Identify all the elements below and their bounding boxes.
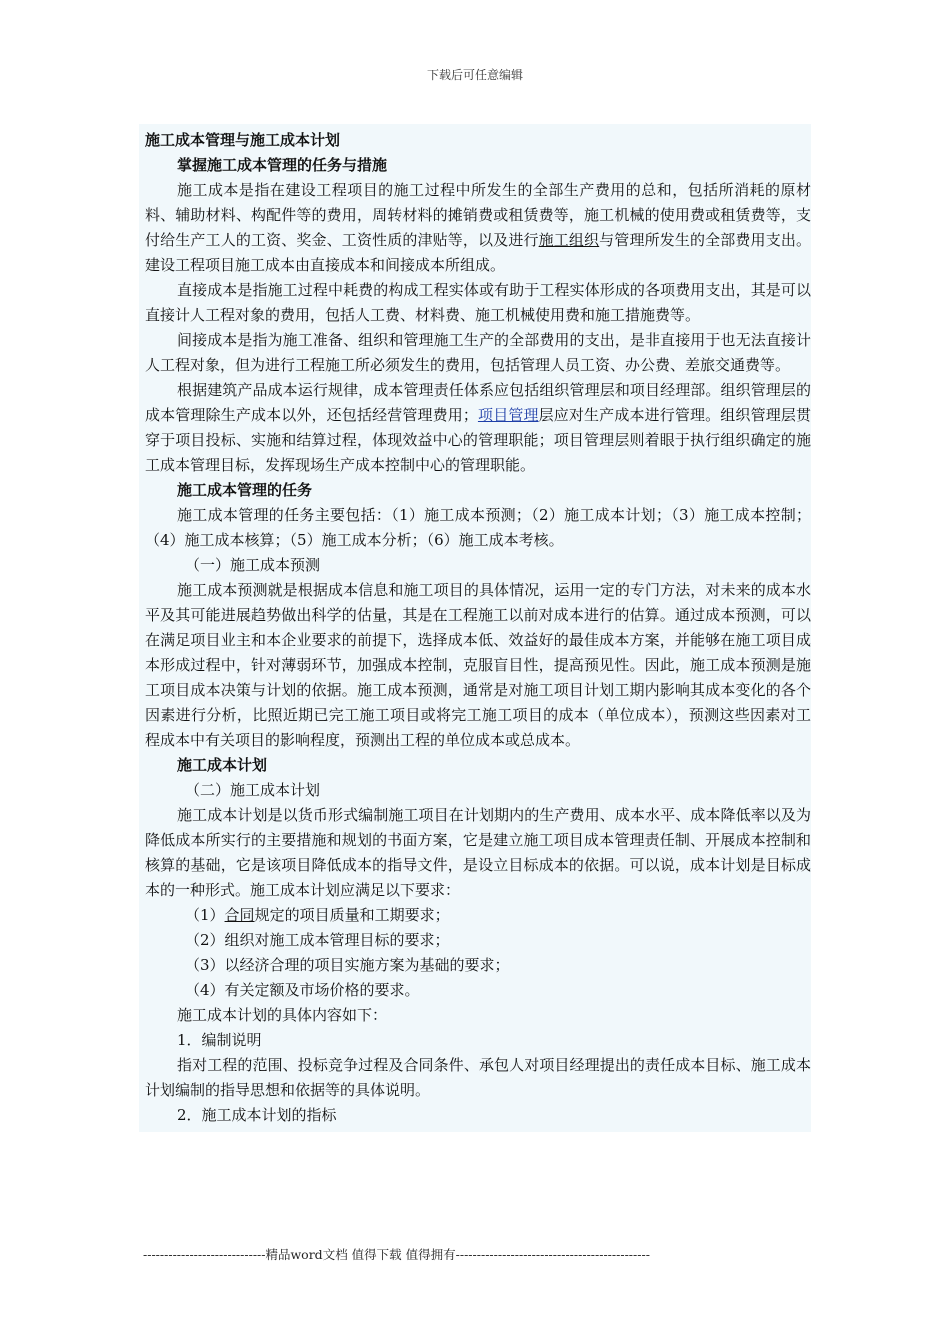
paragraph: 施工成本是指在建设工程项目的施工过程中所发生的全部生产费用的总和，包括所消耗的原材料、辅助材料、构配件等的费用，周转材料的摊销费或租赁费等，施工机械的使用费或租赁费等，支付给生产工人的工资、奖金、工资性质的津贴等，以及进行施工组织与管理所发生的全部费用支出。建设工程项目施工成本由直接成本和间接成本所组成。 (145, 181, 811, 274)
requirement-item: （1）合同规定的项目质量和工期要求； (185, 906, 450, 924)
page-footer: -----------------------------精品word文档 值得下载 值得拥有---------------------------------------------- (143, 1247, 650, 1262)
project-management-link[interactable]: 项目管理 (477, 406, 539, 424)
subsection-heading: （一）施工成本预测 (185, 556, 321, 574)
paragraph: 施工成本计划是以货币形式编制施工项目在计划期内的生产费用、成本水平、成本降低率以及为降低成本所实行的主要措施和规划的书面方案，它是建立施工项目成本管理责任制、开展成本控制和核算的基础，它是该项目降低成本的指导文件，是设立目标成本的依据。可以说，成本计划是目标成本的一种形式。施工成本计划应满足以下要求： (145, 806, 811, 899)
paragraph: 指对工程的范围、投标竞争过程及合同条件、承包人对项目经理提出的责任成本目标、施工成本计划编制的指导思想和依据等的具体说明。 (145, 1056, 811, 1099)
paragraph: 根据建筑产品成本运行规律，成本管理责任体系应包括组织管理层和项目经理部。组织管理层的成本管理除生产成本以外，还包括经营管理费用；项目管理层应对生产成本进行管理。组织管理层贯穿于项目投标、实施和结算过程，体现效益中心的管理职能；项目管理层则着眼于执行组织确定的施工成本管理目标，发挥现场生产成本控制中心的管理职能。 (145, 381, 811, 474)
page-header: 下载后可任意编辑 (426, 68, 523, 82)
numbered-item: 2．施工成本计划的指标 (177, 1106, 337, 1124)
requirement-item: （3）以经济合理的项目实施方案为基础的要求； (185, 956, 510, 974)
contract-link[interactable]: 合同 (224, 906, 255, 924)
paragraph: 施工成本预测就是根据成本信息和施工项目的具体情况，运用一定的专门方法，对未来的成本水平及其可能进展趋势做出科学的估量，其是在工程施工以前对成本进行的估算。通过成本预测，可以在满足项目业主和本企业要求的前提下，选择成本低、效益好的最佳成本方案，并能够在施工项目成本形成过程中，针对薄弱环节，加强成本控制，克服盲目性，提高预见性。因此，施工成本预测是施工项目成本决策与计划的依据。施工成本预测，通常是对施工项目计划工期内影响其成本变化的各个因素进行分析，比照近期已完工施工项目或将完工施工项目的成本（单位成本），预测这些因素对工程成本中有关项目的影响程度，预测出工程的单位成本或总成本。 (145, 581, 811, 749)
paragraph: 施工成本管理的任务主要包括：（1）施工成本预测；（2）施工成本计划；（3）施工成本控制；（4）施工成本核算；（5）施工成本分析；（6）施工成本考核。 (145, 506, 811, 549)
paragraph: 施工成本计划的具体内容如下： (177, 1006, 388, 1024)
requirement-item: （4）有关定额及市场价格的要求。 (185, 981, 420, 999)
requirement-item: （2）组织对施工成本管理目标的要求； (185, 931, 450, 949)
paragraph: 直接成本是指施工过程中耗费的构成工程实体或有助于工程实体形成的各项费用支出，其是可以直接计人工程对象的费用，包括人工费、材料费、施工机械使用费和施工措施费等。 (145, 281, 811, 324)
document-body (139, 124, 811, 1132)
subsection-heading: （二）施工成本计划 (185, 781, 321, 799)
document-title: 施工成本管理与施工成本计划 (145, 131, 341, 149)
section-heading: 掌握施工成本管理的任务与措施 (177, 156, 388, 174)
section-heading: 施工成本计划 (177, 756, 268, 774)
paragraph: 间接成本是指为施工准备、组织和管理施工生产的全部费用的支出，是非直接用于也无法直接计人工程对象，但为进行工程施工所必须发生的费用，包括管理人员工资、办公费、差旅交通费等。 (145, 331, 811, 374)
numbered-item: 1．编制说明 (177, 1031, 262, 1049)
section-heading: 施工成本管理的任务 (177, 481, 313, 499)
construction-organization-link[interactable]: 施工组织 (538, 231, 600, 249)
